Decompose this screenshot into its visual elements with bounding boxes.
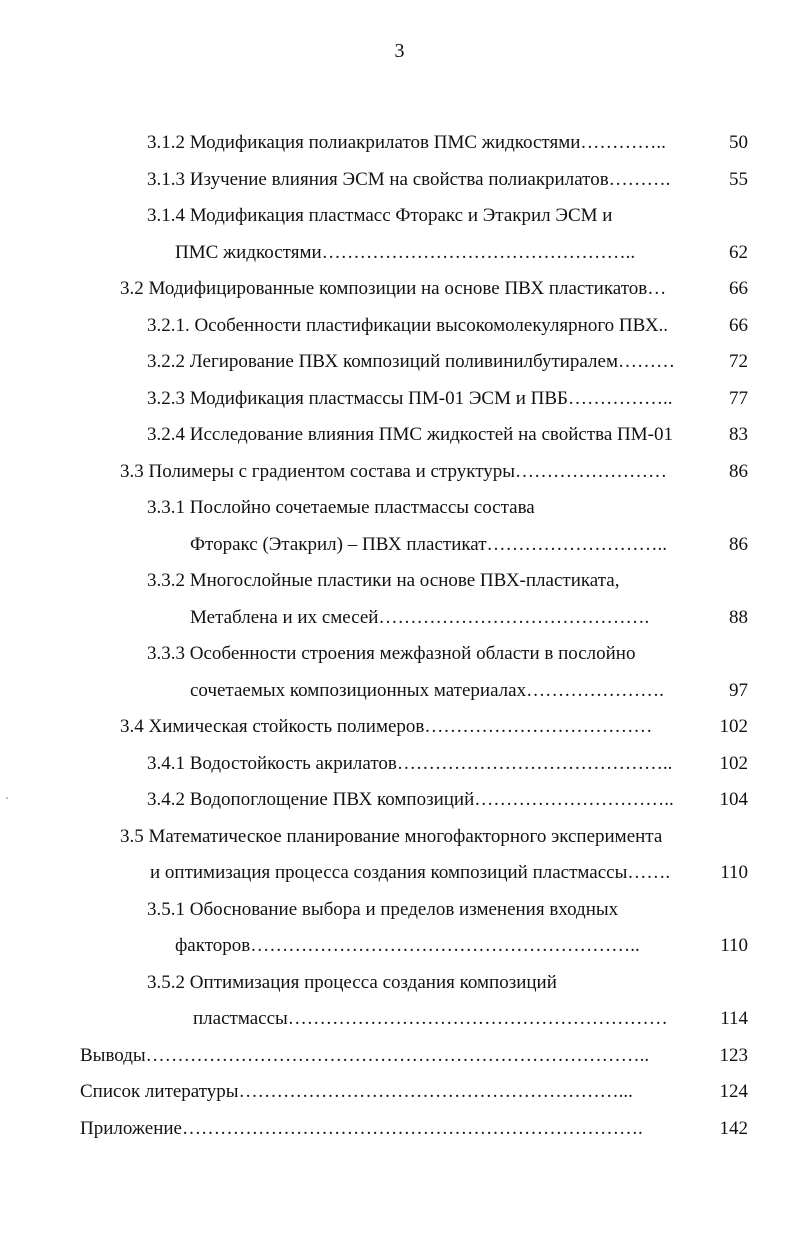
toc-entry-3-3-2	[0, 563, 799, 600]
scan-speck	[6, 797, 8, 799]
toc-entry-text: 3.2.1. Особенности пластификации высокомолекулярного ПВХ..	[147, 314, 669, 336]
toc-entry-3-4-1	[0, 746, 799, 783]
toc-entry-3-3-3	[0, 636, 799, 673]
toc-entry-3-3-2-continued	[0, 600, 799, 637]
toc-entry-text: и оптимизация процесса создания композиций пластмассы…….	[150, 862, 671, 883]
toc-entry-page: 66	[729, 314, 748, 336]
toc-entry-page: 123	[719, 1044, 748, 1066]
toc-entry-conclusions	[0, 1038, 799, 1075]
toc-entry-3-1-4	[0, 198, 799, 235]
toc-entry-page: 55	[729, 168, 748, 190]
toc-entry-text: 3.5.1 Обоснование выбора и пределов изменения входных	[147, 898, 619, 920]
toc-entry-page: 86	[729, 460, 748, 482]
toc-entry-text: 3.2.3 Модификация пластмассы ПМ-01 ЭСМ и ПВБ……………..	[147, 387, 673, 409]
toc-entry-page: 86	[729, 533, 748, 555]
toc-entry-text: 3.1.3 Изучение влияния ЭСМ на свойства полиакрилатов……….	[147, 168, 671, 190]
toc-entry-text: 3.5 Математическое планирование многофакторного эксперимента	[120, 825, 663, 847]
toc-entry-page: 102	[719, 752, 748, 774]
toc-entry-text: 3.3 Полимеры с градиентом состава и структуры……………………	[120, 460, 668, 482]
toc-entry-text: Выводы……………………………………………………………………..	[80, 1044, 650, 1066]
toc-entry-3-5-1	[0, 892, 799, 929]
toc-entry-3-2-1	[0, 308, 799, 345]
toc-entry-3-5-1-continued	[0, 928, 799, 965]
toc-entry-page: 110	[720, 935, 748, 956]
toc-entry-text: 3.2.2 Легирование ПВХ композиций поливинилбутиралем………	[147, 351, 675, 372]
toc-entry-page: 104	[719, 789, 748, 810]
toc-entry-text: 3.5.2 Оптимизация процесса создания композиций	[147, 971, 557, 993]
toc-entry-3-3	[0, 454, 799, 491]
toc-entry-text: 3.2.4 Исследование влияния ПМС жидкостей на свойства ПМ-01	[147, 424, 673, 445]
toc-entry-text: факторов……………………………………………………..	[175, 935, 640, 956]
toc-entry-3-2	[0, 271, 799, 308]
toc-entry-3-1-3	[0, 162, 799, 199]
toc-entry-3-5-2-continued	[0, 1001, 799, 1038]
toc-entry-text: Список литературы……………………………………………………...	[80, 1081, 633, 1102]
toc-entry-page: 124	[719, 1081, 748, 1102]
toc-entry-page: 142	[719, 1117, 748, 1139]
toc-entry-3-3-1	[0, 490, 799, 527]
toc-entry-text: Фторакс (Этакрил) – ПВХ пластикат………………………..	[190, 533, 668, 555]
toc-entry-page: 66	[729, 278, 748, 299]
toc-entry-3-3-1-continued	[0, 527, 799, 564]
toc-entry-page: 97	[729, 679, 748, 701]
toc-entry-3-1-2	[0, 125, 799, 162]
toc-entry-text: пластмассы……………………………………………………	[193, 1008, 668, 1029]
toc-entry-text: сочетаемых композиционных материалах………………….	[190, 679, 664, 701]
toc-entry-page: 72	[729, 351, 748, 372]
toc-entry-3-2-2	[0, 344, 799, 381]
toc-entry-page: 83	[729, 424, 748, 445]
toc-entry-3-1-4-continued	[0, 235, 799, 272]
page-number: 3	[394, 40, 405, 62]
toc-entry-page: 77	[729, 387, 748, 409]
toc-entry-3-4	[0, 709, 799, 746]
toc-entry-text: 3.3.1 Послойно сочетаемые пластмассы состава	[147, 497, 535, 518]
toc-entry-page: 102	[719, 716, 748, 737]
toc-entry-3-5-2	[0, 965, 799, 1002]
toc-entry-page: 50	[729, 132, 748, 153]
toc-entry-text: 3.3.3 Особенности строения межфазной области в послойно	[147, 643, 636, 664]
toc-entry-text: 3.1.2 Модификация полиакрилатов ПМС жидкостями…………..	[147, 132, 666, 153]
toc-entry-appendix	[0, 1111, 799, 1148]
toc-entry-page: 114	[720, 1008, 748, 1029]
toc-entry-page: 62	[729, 241, 748, 263]
toc-entry-text: 3.1.4 Модификация пластмасс Фторакс и Этакрил ЭСМ и	[147, 205, 613, 226]
toc-entry-text: 3.4.2 Водопоглощение ПВХ композиций…………………………..	[147, 789, 674, 810]
toc-entry-page: 110	[720, 862, 748, 883]
toc-entry-text: 3.2 Модифицированные композиции на основе ПВХ пластикатов…	[120, 278, 667, 299]
toc-entry-text: 3.3.2 Многослойные пластики на основе ПВХ-пластиката,	[147, 570, 620, 591]
toc-entry-3-3-3-continued	[0, 673, 799, 710]
toc-entry-3-5-continued	[0, 855, 799, 892]
toc-entry-3-2-3	[0, 381, 799, 418]
toc-entry-3-5	[0, 819, 799, 856]
table-of-contents	[0, 125, 799, 1147]
toc-entry-page: 88	[729, 606, 748, 628]
toc-entry-3-2-4	[0, 417, 799, 454]
toc-entry-text: 3.4.1 Водостойкость акрилатов……………………………………..	[147, 752, 673, 774]
toc-entry-text: Приложение……………………………………………………………….	[80, 1117, 643, 1139]
toc-entry-references	[0, 1074, 799, 1111]
toc-entry-text: ПМС жидкостями…………………………………………..	[175, 241, 636, 263]
toc-entry-3-4-2	[0, 782, 799, 819]
toc-entry-text: Метаблена и их смесей…………………………………….	[190, 606, 650, 628]
toc-entry-text: 3.4 Химическая стойкость полимеров………………………………	[120, 716, 653, 737]
